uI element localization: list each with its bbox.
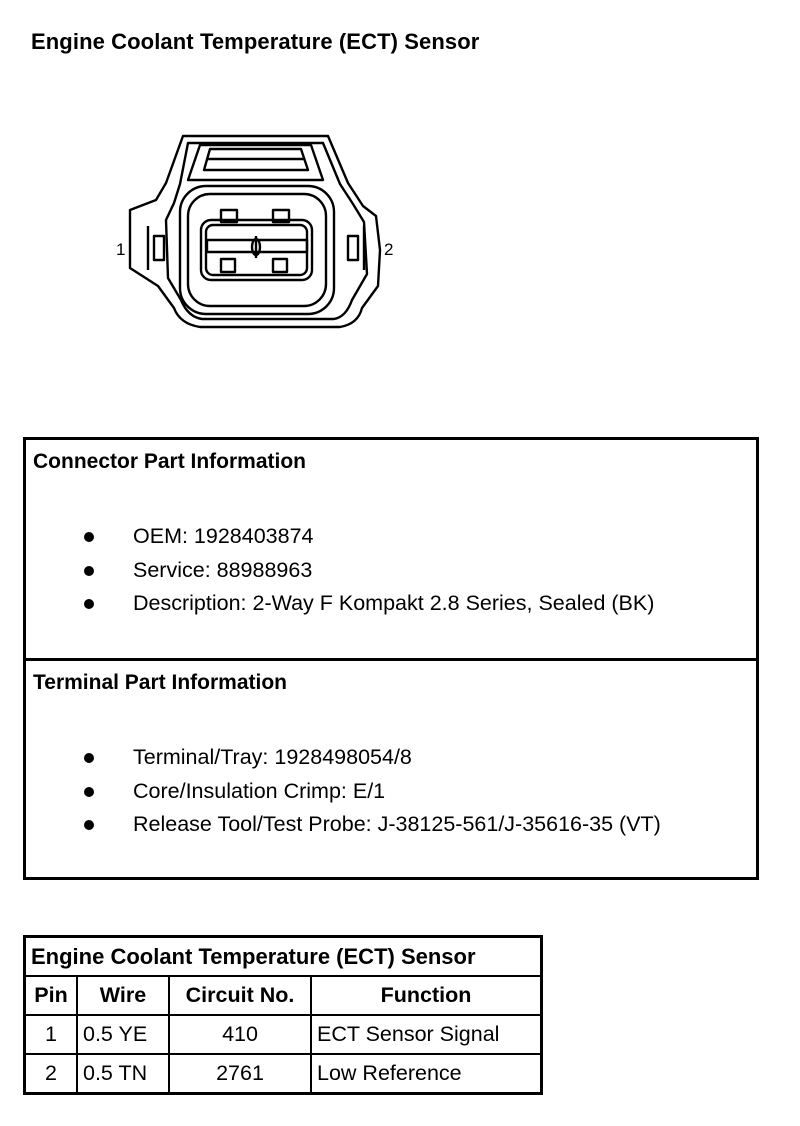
cell-circuit: 410 (169, 1015, 311, 1054)
connector-description: Description: 2-Way F Kompakt 2.8 Series, Sealed (BK) (133, 591, 655, 615)
bullet-icon (84, 599, 94, 609)
cell-function: ECT Sensor Signal (311, 1015, 542, 1054)
terminal-info-list (26, 741, 661, 842)
terminal-part-info (26, 658, 756, 879)
connector-face-drawing (108, 128, 408, 338)
list-item (26, 741, 661, 775)
pin-1-label: 1 (116, 240, 126, 259)
connector-diagram (108, 128, 408, 338)
header-function: Function (311, 976, 542, 1015)
pin-2-label: 2 (384, 240, 394, 259)
bullet-icon (84, 820, 94, 830)
connector-service: Service: 88988963 (133, 557, 313, 582)
header-wire: Wire (77, 976, 169, 1015)
list-item (26, 808, 661, 842)
list-item (26, 520, 654, 554)
bullet-icon (84, 753, 94, 763)
terminal-section-title: Terminal Part Information (33, 671, 287, 694)
header-pin: Pin (25, 976, 78, 1015)
connector-oem: OEM: 1928403874 (133, 524, 314, 548)
connector-info-list (26, 520, 654, 621)
list-item (26, 554, 654, 588)
bullet-icon (84, 787, 94, 797)
part-information-box (23, 437, 759, 880)
terminal-release-tool: Release Tool/Test Probe: J-38125-561/J-35616-35 (VT) (133, 812, 661, 836)
page-title: Engine Coolant Temperature (ECT) Sensor (31, 29, 480, 54)
bullet-icon (84, 532, 94, 542)
pinout-table (23, 935, 543, 1095)
connector-part-info (26, 440, 756, 658)
terminal-crimp: Core/Insulation Crimp: E/1 (133, 778, 386, 803)
table-row (25, 1015, 542, 1054)
header-circuit: Circuit No. (169, 976, 311, 1015)
cell-pin: 2 (25, 1054, 78, 1094)
table-header-row (25, 976, 542, 1015)
cell-wire: 0.5 YE (77, 1015, 169, 1054)
cell-wire: 0.5 TN (77, 1054, 169, 1094)
table-row (25, 1054, 542, 1094)
table-title-row (25, 937, 542, 977)
table-title: Engine Coolant Temperature (ECT) Sensor (25, 937, 542, 977)
cell-pin: 1 (25, 1015, 78, 1054)
bullet-icon (84, 566, 94, 576)
list-item (26, 775, 661, 809)
cell-circuit: 2761 (169, 1054, 311, 1094)
terminal-tray: Terminal/Tray: 1928498054/8 (133, 745, 412, 769)
cell-function: Low Reference (311, 1054, 542, 1094)
list-item (26, 587, 654, 621)
connector-section-title: Connector Part Information (33, 450, 307, 473)
